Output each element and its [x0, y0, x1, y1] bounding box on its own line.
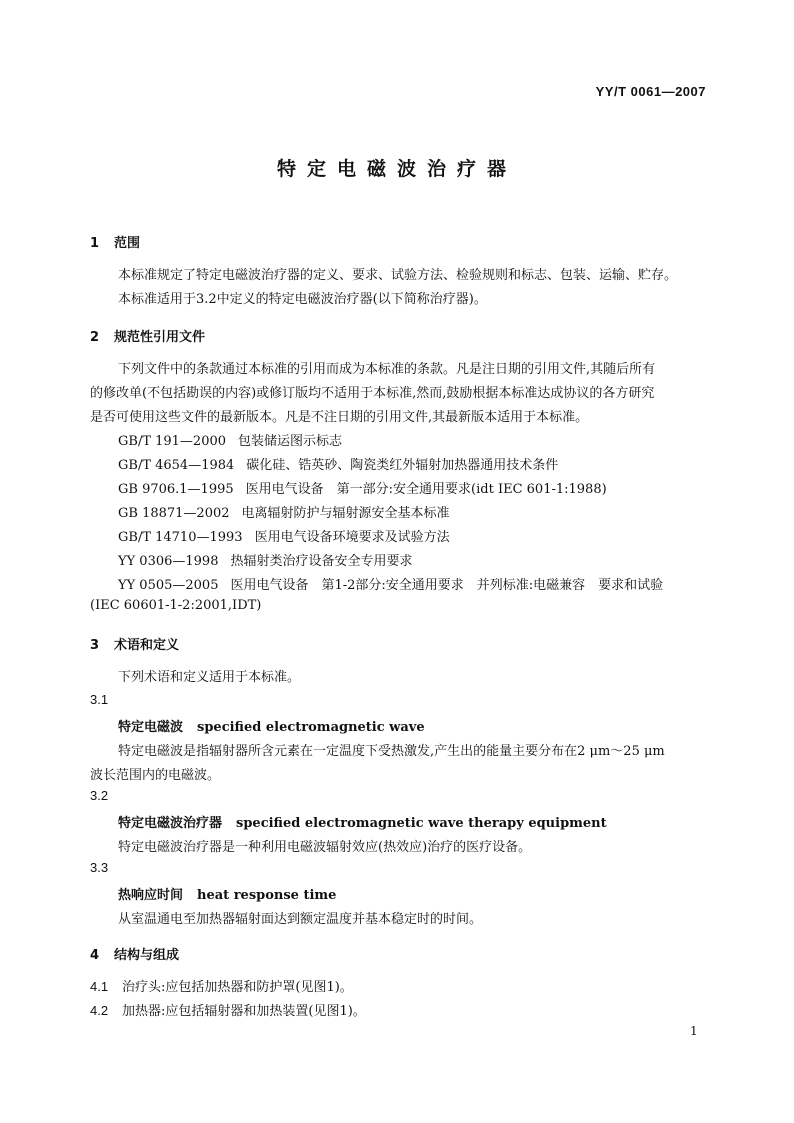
section-title: 结构与组成 [114, 948, 180, 963]
clause-4-1 [90, 976, 353, 995]
reference-code: GB/T 4654—1984 [118, 458, 235, 473]
section-4-heading [90, 944, 179, 963]
term-en: specified electromagnetic wave [197, 720, 425, 735]
section-title: 范围 [114, 236, 141, 251]
clause-number: 3.3 [90, 860, 109, 875]
section-3-heading [90, 634, 179, 653]
term-en: heat response time [197, 888, 337, 903]
reference-title: 碳化硅、锆英砂、陶瓷类红外辐射加热器通用技术条件 [246, 458, 559, 473]
term-zh: 热响应时间 [118, 888, 184, 903]
reference-title: 热辐射类治疗设备安全专用要求 [230, 554, 413, 569]
term-entry [118, 716, 425, 735]
term-en: specified electromagnetic wave therapy equipment [236, 816, 607, 831]
clause-number: 4.2 [90, 1003, 109, 1018]
reference-item [118, 574, 663, 593]
reference-title: 包装储运图示标志 [238, 434, 343, 449]
reference-code: GB 18871—2002 [118, 506, 230, 521]
clause-number: 3.2 [90, 788, 109, 803]
section-number: 3 [90, 638, 100, 653]
term-entry [118, 812, 607, 831]
reference-continuation: (IEC 60601-1-2:2001,IDT) [90, 598, 262, 613]
section-1-heading [90, 232, 140, 251]
clause-text: 加热器:应包括辐射器和加热装置(见图1)。 [122, 1004, 366, 1019]
clause-number: 3.1 [90, 692, 109, 707]
reference-title: 医用电气设备 第一部分:安全通用要求(idt IEC 601-1:1988) [245, 482, 607, 497]
reference-code: YY 0306—1998 [118, 554, 219, 569]
reference-item [118, 502, 450, 521]
definition-line: 波长范围内的电磁波。 [90, 768, 221, 783]
paragraph: 本标准规定了特定电磁波治疗器的定义、要求、试验方法、检验规则和标志、包装、运输、贮存。 [118, 268, 678, 283]
paragraph-line: 下列文件中的条款通过本标准的引用而成为本标准的条款。凡是注日期的引用文件,其随后所有 [118, 362, 656, 377]
clause-text: 治疗头:应包括加热器和防护罩(见图1)。 [122, 980, 353, 995]
section-title: 规范性引用文件 [114, 330, 206, 345]
reference-title: 医用电气设备 第1-2部分:安全通用要求 并列标准:电磁兼容 要求和试验 [230, 578, 664, 593]
reference-title: 电离辐射防护与辐射源安全基本标准 [241, 506, 450, 521]
definition-line: 特定电磁波是指辐射器所含元素在一定温度下受热激发,产生出的能量主要分布在2 μm～25 μm [118, 744, 665, 759]
document-title: 特定电磁波治疗器 [276, 158, 517, 180]
reference-code: YY 0505—2005 [118, 578, 219, 593]
reference-code: GB/T 191—2000 [118, 434, 227, 449]
reference-code: GB/T 14710—1993 [118, 530, 243, 545]
section-number: 2 [90, 330, 100, 345]
reference-item [118, 478, 607, 497]
reference-code: GB 9706.1—1995 [118, 482, 234, 497]
section-number: 4 [90, 948, 100, 963]
term-zh: 特定电磁波治疗器 [118, 816, 223, 831]
section-title: 术语和定义 [114, 638, 180, 653]
definition-line: 特定电磁波治疗器是一种利用电磁波辐射效应(热效应)治疗的医疗设备。 [118, 840, 532, 855]
term-entry [118, 884, 336, 903]
definition-line: 从室温通电至加热器辐射面达到额定温度并基本稳定时的时间。 [118, 912, 483, 927]
clause-number: 4.1 [90, 979, 109, 994]
reference-item [118, 526, 450, 545]
paragraph-line: 是否可使用这些文件的最新版本。凡是不注日期的引用文件,其最新版本适用于本标准。 [90, 410, 589, 425]
paragraph: 本标准适用于3.2中定义的特定电磁波治疗器(以下简称治疗器)。 [118, 292, 487, 307]
clause-4-2 [90, 1000, 366, 1019]
section-number: 1 [90, 236, 100, 251]
paragraph: 下列术语和定义适用于本标准。 [118, 670, 301, 685]
term-zh: 特定电磁波 [118, 720, 184, 735]
page-number: 1 [690, 1024, 698, 1038]
paragraph-line: 的修改单(不包括勘误的内容)或修订版均不适用于本标准,然而,鼓励根据本标准达成协议的各方研究 [90, 386, 655, 401]
standard-code: YY/T 0061—2007 [595, 84, 706, 99]
reference-item [118, 430, 342, 449]
section-2-heading [90, 326, 205, 345]
reference-item [118, 454, 558, 473]
reference-title: 医用电气设备环境要求及试验方法 [254, 530, 450, 545]
reference-item [118, 550, 412, 569]
